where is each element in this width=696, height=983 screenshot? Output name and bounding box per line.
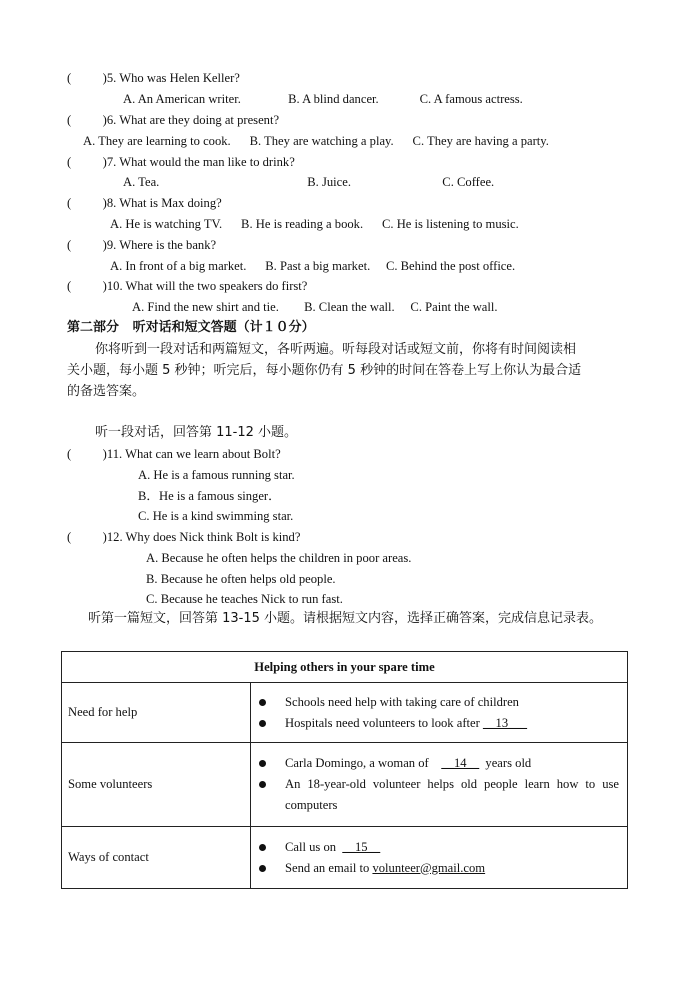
question-8-options: A. He is watching TV. B. He is reading a book. C. He is listening to music. (110, 217, 519, 231)
question-9-options: A. In front of a big market. B. Past a big market. C. Behind the post office. (110, 259, 516, 273)
answer-blank-14: __14__ (441, 756, 480, 770)
question-10: ( )10. What will the two speakers do first? (67, 279, 308, 293)
dialog-intro: 听一段对话，回答第 11-12 小题。 (95, 425, 298, 440)
passage-intro: 听第一篇短文，回答第 13-15 小题。请根据短文内容，选择正确答案，完成信息记录表。 (88, 611, 603, 626)
question-11-option-b: B．He is a famous singer． (138, 489, 281, 503)
question-12: ( )12. Why does Nick think Bolt is kind? (67, 530, 301, 544)
part2-intro-line3: 的备选答案。 (67, 384, 146, 399)
part2-heading: 第二部分 听对话和短文答题（计１０分） (67, 320, 315, 335)
question-12-option-a: A. Because he often helps the children in poor areas. (146, 551, 412, 565)
question-11: ( )11. What can we learn about Bolt? (67, 447, 281, 461)
question-10-options: A. Find the new shirt and tie. B. Clean the wall. C. Paint the wall. (132, 300, 498, 314)
list-item: Send an email to volunteer@gmail.com (259, 858, 619, 879)
part2-intro-line2: 关小题，每小题 5 秒钟；听完后，每小题你仍有 5 秒钟的时间在答卷上写上你认为最合适 (67, 363, 582, 378)
row-content (251, 683, 628, 743)
table-row (62, 743, 628, 827)
answer-blank-13: __13___ (482, 715, 528, 730)
question-6: ( )6. What are they doing at present? (67, 113, 280, 127)
question-12-option-c: C. Because he teaches Nick to run fast. (146, 592, 343, 606)
info-record-table (61, 651, 628, 889)
question-5-options: A. An American writer. B. A blind dancer. C. A famous actress. (123, 92, 523, 106)
bullet-icon (259, 781, 266, 788)
table-row (62, 827, 628, 889)
email-link[interactable]: volunteer@gmail.com (372, 860, 486, 875)
table-title: Helping others in your spare time (62, 652, 628, 683)
row-label: Need for help (62, 683, 251, 743)
question-6-options: A. They are learning to cook. B. They are watching a play. C. They are having a party. (83, 134, 549, 148)
question-8: ( )8. What is Max doing? (67, 196, 222, 210)
list-item: Call us on __15__ (259, 837, 619, 858)
list-item: Carla Domingo, a woman of __14__ years old (259, 753, 619, 774)
question-11-option-c: C. He is a kind swimming star. (138, 509, 294, 523)
question-5: ( )5. Who was Helen Keller? (67, 71, 240, 85)
table-row (62, 683, 628, 743)
question-7: ( )7. What would the man like to drink? (67, 155, 295, 169)
row-label: Ways of contact (62, 827, 251, 889)
answer-blank-15: __15__ (342, 839, 381, 854)
bullet-icon (259, 844, 266, 851)
list-item: Schools need help with taking care of children (259, 692, 619, 713)
question-12-option-b: B. Because he often helps old people. (146, 572, 336, 586)
bullet-icon (259, 699, 266, 706)
bullet-icon (259, 720, 266, 727)
question-7-options: A. Tea. B. Juice. C. Coffee. (123, 175, 495, 189)
question-9: ( )9. Where is the bank? (67, 238, 217, 252)
row-label: Some volunteers (62, 743, 251, 827)
list-item: An 18-year-old volunteer helps old people learn how to use computers (259, 774, 619, 816)
bullet-icon (259, 760, 266, 767)
part2-intro-line1: 你将听到一段对话和两篇短文，各听两遍。听每段对话或短文前，你将有时间阅读相 (95, 342, 577, 357)
bullet-icon (259, 865, 266, 872)
row-content (251, 827, 628, 889)
question-11-option-a: A. He is a famous running star. (138, 468, 295, 482)
list-item: Hospitals need volunteers to look after __13___ (259, 713, 619, 734)
row-content (251, 743, 628, 827)
